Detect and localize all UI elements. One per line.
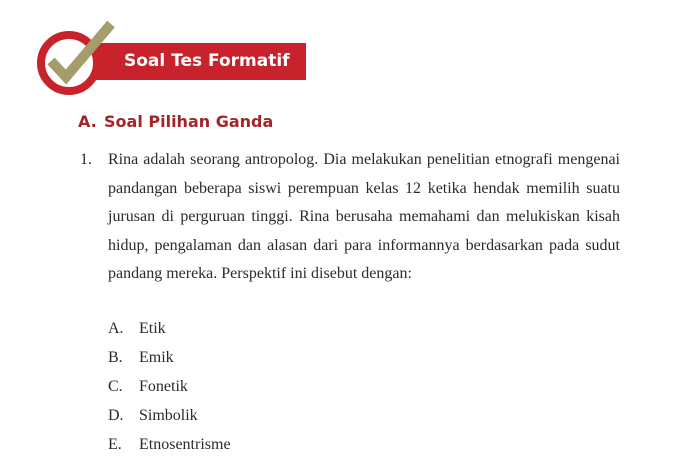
question-text: Rina adalah seorang antropolog. Dia melakukan penelitian etnografi mengenai pandangan beberapa siswi perempuan kelas 12 ketika hendak memilih suatu jurusan di perguruan tinggi. Rina berusaha memahami dan melukiskan kisah hidup, pengalaman dan alasan dari para informannya berdasarkan pada sudut pandang mereka. Perspektif ini disebut dengan: [108, 151, 620, 283]
page-title: Soal Tes Formatif [124, 51, 290, 71]
option-b[interactable] [108, 343, 231, 372]
header-banner [92, 43, 306, 80]
option-c[interactable] [108, 372, 231, 401]
option-letter: E. [108, 436, 122, 453]
option-letter: C. [108, 378, 123, 395]
section-letter: A. [78, 112, 97, 131]
section-title: Soal Pilihan Ganda [104, 112, 274, 131]
question-number: 1. [80, 151, 92, 168]
answer-options [108, 314, 231, 459]
option-text: Etik [139, 320, 166, 337]
checkmark-circle-icon [36, 20, 118, 102]
option-text: Simbolik [139, 407, 198, 424]
option-text: Emik [139, 349, 174, 366]
option-d[interactable] [108, 401, 231, 430]
option-letter: D. [108, 407, 124, 424]
option-letter: B. [108, 349, 123, 366]
option-e[interactable] [108, 430, 231, 459]
section-heading [78, 112, 273, 131]
option-text: Etnosentrisme [139, 436, 231, 453]
option-a[interactable] [108, 314, 231, 343]
option-text: Fonetik [139, 378, 188, 395]
option-letter: A. [108, 320, 124, 337]
